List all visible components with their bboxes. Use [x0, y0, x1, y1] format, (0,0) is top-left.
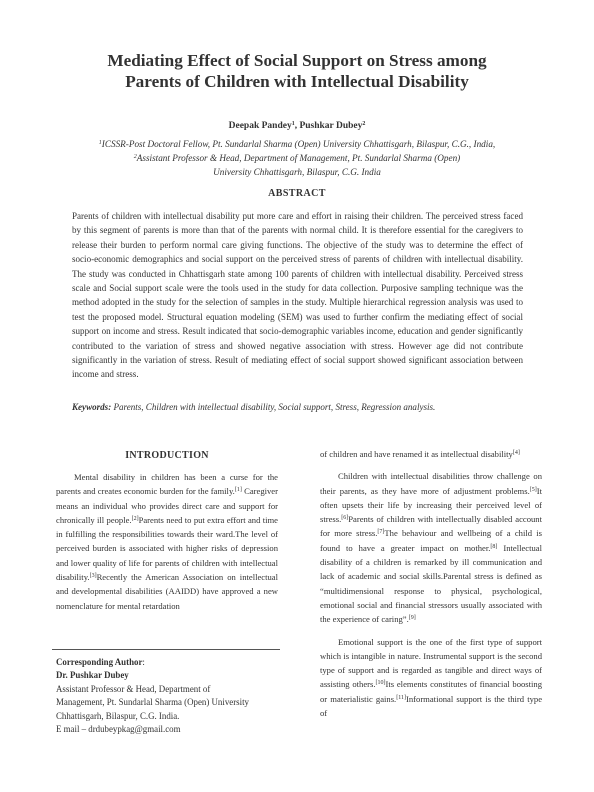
affiliation-line-2 [50, 151, 544, 165]
left-column [56, 470, 278, 621]
keywords-label: Keywords: [72, 402, 112, 412]
abstract-body: Parents of children with intellectual disability put more care and effort in raising their children. The perceived stress faced by this segment of parents is more than that of the parents with normal child. It is therefore essential for the caregivers to release their burden to perform normal care giving functions. The objective of the study was to determine the effect of socio-economic demographics and social support on the perceived stress of parents of children with intellectual disability. The study was conducted in Chhattisgarh state among 100 parents of children with intellectual disability. Perceived stress scale and Social support scale were the tools used in the study for data collection. Purposive sampling technique was the method adopted in the study for the selection of samples in the study. Multiple hierarchical regression analysis was used to test the proposed model. Structural equation modeling (SEM) was used to further confirm the mediating effect of social support on income and stress. Result indicated that socio-demographic variables income, education and gender significantly contributed to the variation of stress and showed negative association with stress. However age did not contribute significantly in the variation of stress. Result of mediating effect of social support showed significant association between income and stress. [72, 211, 523, 380]
author-1-affil-mark: 1 [291, 121, 295, 127]
intro-p1-text-a: Mental disability in children has been a curse for the parents and creates economic burden for the family. [56, 472, 278, 497]
corresponding-colon: : [142, 657, 145, 667]
author-list [60, 121, 534, 131]
affiliation-2-mark: 2 [133, 154, 137, 160]
citation-7: [7] [377, 529, 385, 536]
intro-p2-text-c: Parents of children with intellectually disabled account for more stress. [320, 514, 542, 539]
corresponding-author-block [56, 656, 286, 736]
right-column [320, 447, 542, 728]
title-line-2: Parents of Children with Intellectual Disability [125, 72, 469, 91]
keywords-text: Parents, Children with intellectual disability, Social support, Stress, Regression analysis. [113, 402, 436, 412]
corresponding-label: Corresponding Author [56, 657, 143, 667]
title-line-1: Mediating Effect of Social Support on Stress among [107, 51, 487, 70]
affiliation-1-text: ICSSR-Post Doctoral Fellow, Pt. Sundarlal Sharma (Open) University Chhattisgarh, Bilaspur, C.G., India, [101, 139, 496, 149]
affiliation-1-mark: 1 [98, 140, 102, 146]
intro-p3-text-c: Informational support is the third type of [320, 693, 543, 719]
corresponding-line-3: Chhattisgarh, Bilaspur, C.G. India. [56, 710, 180, 721]
intro-p2-text-a: Children with intellectual disabilities throw challenge on their parents, as they have more of adjustment problems. [320, 471, 542, 496]
intro-p2-text-d: The behaviour and wellbeing of a child is found to have a greater impact on mother. [320, 528, 542, 553]
corresponding-name: Dr. Pushkar Dubey [56, 670, 129, 681]
corresponding-email: E mail – drdubeypkag@gmail.com [56, 724, 181, 735]
affiliation-line-1 [50, 137, 544, 151]
intro-p3-text-a: Emotional support is the one of the first type of support which is intangible in nature. Instrumental support is the second type of support and is regarded as tangible and direct ways of assisting others. [320, 636, 542, 690]
intro-p1-text-b: Caregiver means an individual who provides direct care and support for chronically ill people. [56, 486, 278, 525]
affiliations [50, 137, 544, 179]
abstract-heading: ABSTRACT [268, 188, 326, 199]
intro-p2-text-b: It often upsets their life by increasing their perceived level of stress. [320, 485, 542, 525]
keywords [72, 402, 523, 412]
citation-2: [2] [131, 515, 139, 522]
intro-p3-text-b: Its elements constitutes of financial boosting or materialistic gains. [320, 679, 542, 704]
paper-title [60, 50, 534, 92]
citation-6: [6] [341, 515, 349, 522]
intro-paragraph-1 [56, 470, 278, 613]
intro-p1-text-c: Parents need to put extra effort and time in fulfilling the responsibilities towards their ward.The level of perceived burden is associated with higher risks of depression and lower quality of life for parents of children with intellectual disability. [56, 514, 278, 583]
citation-4: [4] [512, 450, 520, 456]
intro-paragraph-2 [320, 469, 542, 626]
intro-p2-text-e: Intellectual disability of a children is remarked by ill communication and lack of academic and social skills.Parental stress is defined as “multidimensional response to physical, psychological, emotional social and financial stressors usually associated with the experience of caring”. [320, 542, 542, 625]
citation-5: [5] [529, 486, 537, 493]
intro-paragraph-3 [320, 635, 542, 721]
footnote-divider [52, 649, 280, 650]
author-2-affil-mark: 2 [362, 121, 366, 127]
corresponding-line-1: Assistant Professor & Head, Department of [56, 683, 211, 694]
citation-3: [3] [89, 573, 97, 580]
citation-1: [1] [234, 487, 242, 494]
citation-8: [8] [490, 543, 498, 550]
affiliation-line-3: University Chhattisgarh, Bilaspur, C.G. India [213, 167, 381, 177]
citation-11: [11] [396, 694, 406, 701]
author-1: Deepak Pandey [228, 121, 292, 131]
author-separator: , [294, 121, 300, 131]
corresponding-label-line [56, 656, 286, 669]
author-2: Pushkar Dubey [299, 121, 363, 131]
continuation-text: of children and have renamed it as intellectual disability [320, 449, 513, 459]
affiliation-2-text: Assistant Professor & Head, Department of Management, Pt. Sundarlal Sharma (Open) [136, 153, 461, 163]
citation-9: [9] [408, 615, 416, 622]
intro-continuation [320, 447, 542, 461]
corresponding-line-2: Management, Pt. Sundarlal Sharma (Open) University [56, 697, 249, 708]
citation-10: [10] [375, 680, 386, 687]
intro-p1-text-d: Recently the American Association on intellectual and developmental disabilities (AAIDD) have approved a new nomenclature for mental retardation [56, 572, 278, 611]
introduction-heading: INTRODUCTION [125, 450, 209, 461]
